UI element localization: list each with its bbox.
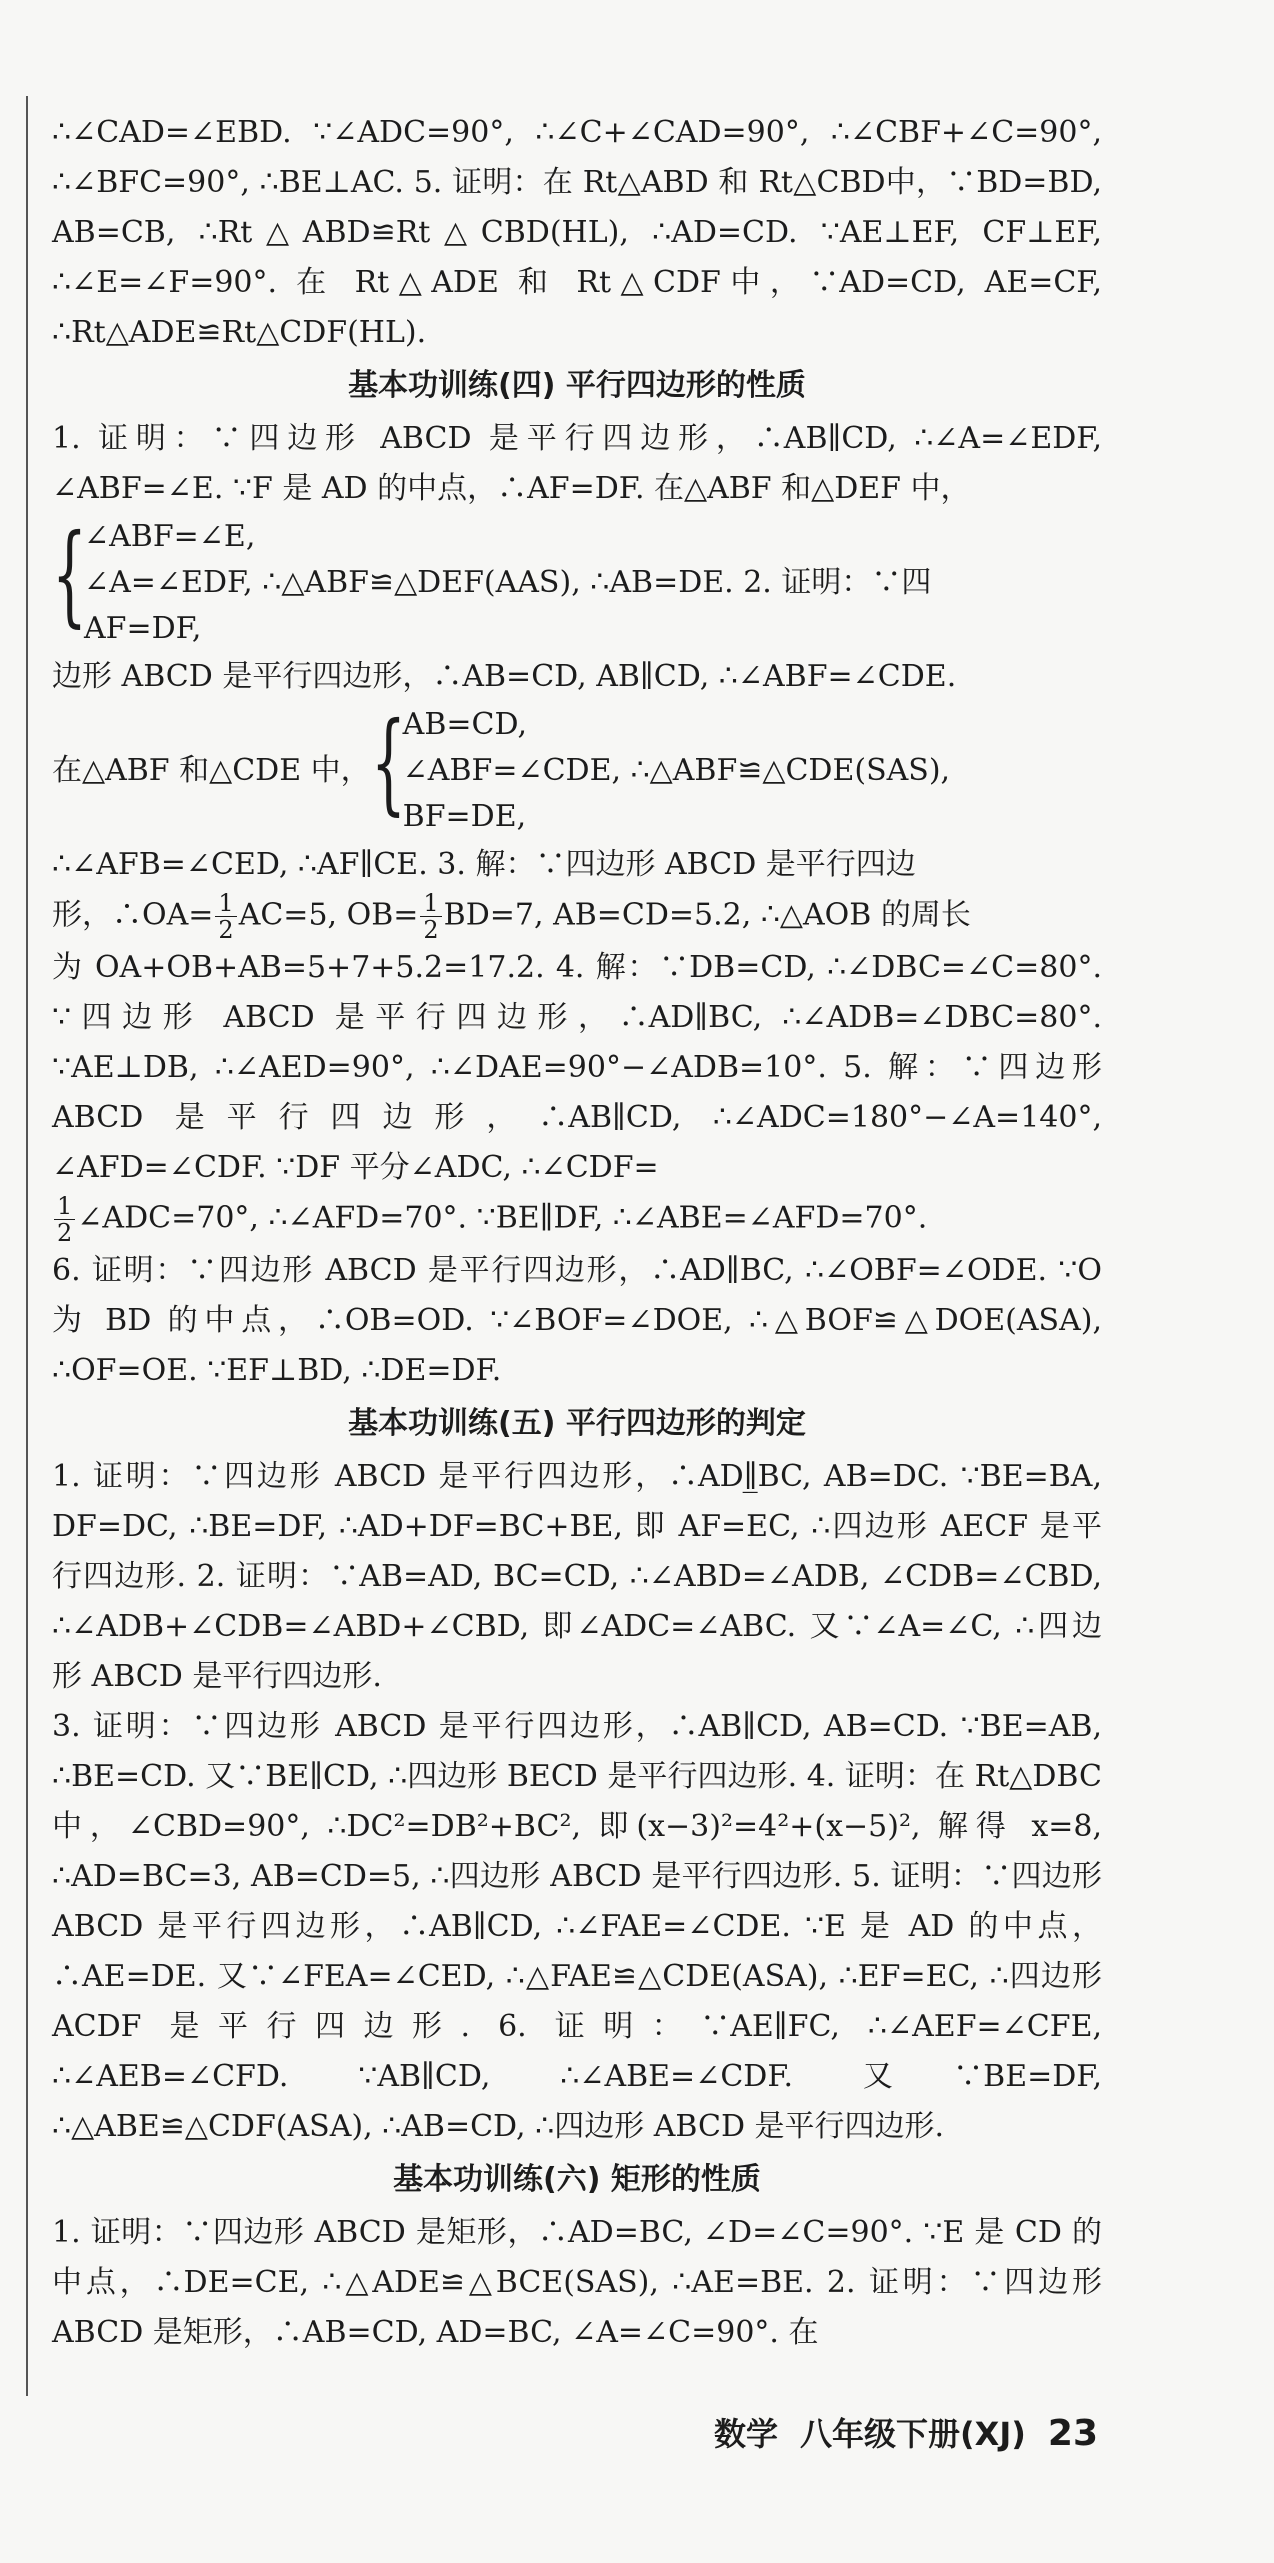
- system-line: ∠A=∠EDF, ∴△ABF≌△DEF(AAS), ∴AB=DE. 2. 证明：∵四: [84, 565, 932, 600]
- margin-rule: [26, 96, 28, 2396]
- equation-system-2: [52, 698, 1102, 840]
- fraction-numerator: 1: [215, 890, 236, 917]
- fraction-denominator: 2: [218, 916, 234, 944]
- fraction-numerator: 1: [420, 890, 441, 917]
- paragraph-4-3: ∴∠AFB=∠CED, ∴AF∥CE. 3. 解：∵四边形 ABCD 是平行四边: [52, 847, 916, 882]
- paragraph-4-2: 边形 ABCD 是平行四边形，∴AB=CD, AB∥CD, ∴∠ABF=∠CDE.: [52, 659, 957, 694]
- paragraph-intro: ∴∠CAD=∠EBD. ∵∠ADC=90°, ∴∠C+∠CAD=90°, ∴∠CBF+∠C=90°, ∴∠BFC=90°, ∴BE⊥AC. 5. 证明：在 Rt△ABD 和 Rt△CBD中，∵BD=BD, AB=CB, ∴Rt△ABD≌Rt△CBD(HL), ∴AD=CD. ∵AE⊥EF, CF⊥EF, ∴∠E=∠F=90°. 在 Rt△ADE 和 Rt△CDF中，∵AD=CD, AE=CF, ∴Rt△ADE≌Rt△CDF(HL).: [52, 115, 1102, 350]
- text-run: ∠ADC=70°, ∴∠AFD=70°. ∵BE∥DF, ∴∠ABE=∠AFD=70°.: [77, 1200, 928, 1236]
- fraction-denominator: 2: [57, 1219, 73, 1247]
- paragraph-5-1: 1. 证明：∵四边形 ABCD 是平行四边形，∴AD∥̲BC, AB=DC. ∵BE=BA, DF=DC, ∴BE=DF, ∴AD+DF=BC+BE, 即 AF=EC, ∴四边形 AECF 是平行四边形. 2. 证明：∵AB=AD, BC=CD, ∴∠ABD=∠ADB, ∠CDB=∠CBD, ∴∠ADB+∠CDB=∠ABD+∠CBD, 即∠ADC=∠ABC. 又∵∠A=∠C, ∴四边形 ABCD 是平行四边形.: [52, 1459, 1102, 1694]
- fraction-half: [215, 890, 236, 943]
- section-heading-5: 基本功训练(五) 平行四边形的判定: [348, 1406, 806, 1441]
- fraction-half: [54, 1193, 75, 1246]
- answer-page: [52, 108, 1102, 2358]
- text-run: BD=7, AB=CD=5.2, ∴△AOB 的周长: [443, 897, 971, 933]
- system-line: AF=DF,: [84, 611, 202, 646]
- left-brace-icon: {: [370, 698, 406, 826]
- system-lead: 在△ABF 和△CDE 中，: [52, 753, 371, 788]
- equation-system-1: [52, 510, 1102, 652]
- left-brace-icon: {: [52, 510, 87, 638]
- fraction-denominator: 2: [423, 916, 439, 944]
- section-heading-6: 基本功训练(六) 矩形的性质: [393, 2162, 761, 2197]
- footer-subject: 数学: [714, 2415, 779, 2453]
- footer-grade: 八年级下册(XJ): [800, 2415, 1026, 2453]
- text-run: 形，∴OA=: [52, 897, 214, 933]
- section-heading-4: 基本功训练(四) 平行四边形的性质: [348, 368, 806, 403]
- fraction-half: [420, 890, 441, 943]
- paragraph-4-6: 6. 证明：∵四边形 ABCD 是平行四边形，∴AD∥BC, ∴∠OBF=∠ODE. ∵O 为 BD 的中点，∴OB=OD. ∵∠BOF=∠DOE, ∴△BOF≌△DOE(ASA), ∴OF=OE. ∵EF⊥BD, ∴DE=DF.: [52, 1253, 1102, 1388]
- paragraph-4-1: 1. 证明：∵四边形 ABCD 是平行四边形，∴AB∥CD, ∴∠A=∠EDF, ∠ABF=∠E. ∵F 是 AD 的中点，∴AF=DF. 在△ABF 和△DEF 中，: [52, 421, 1102, 506]
- page-footer: [714, 2409, 1098, 2455]
- system-line: AB=CD,: [402, 707, 527, 742]
- paragraph-6-1: 1. 证明：∵四边形 ABCD 是矩形，∴AD=BC, ∠D=∠C=90°. ∵E 是 CD 的中点，∴DE=CE, ∴△ADE≌△BCE(SAS), ∴AE=BE. 2. 证明：∵四边形 ABCD 是矩形，∴AB=CD, AD=BC, ∠A=∠C=90°. 在: [52, 2215, 1102, 2350]
- paragraph-4-3b: [52, 890, 1102, 943]
- system-line: ∠ABF=∠CDE, ∴△ABF≌△CDE(SAS),: [402, 753, 951, 788]
- paragraph-5-2: 3. 证明：∵四边形 ABCD 是平行四边形，∴AB∥CD, AB=CD. ∵BE=AB, ∴BE=CD. 又∵BE∥CD, ∴四边形 BECD 是平行四边形. 4. 证明：在 Rt△DBC 中，∠CBD=90°, ∴DC²=DB²+BC², 即(x−3)²=4²+(x−5)², 解得 x=8, ∴AD=BC=3, AB=CD=5, ∴四边形 ABCD 是平行四边形. 5. 证明：∵四边形 ABCD 是平行四边形，∴AB∥CD, ∴∠FAE=∠CDE. ∵E 是 AD 的中点，∴AE=DE. 又∵∠FEA=∠CED, ∴△FAE≌△CDE(ASA), ∴EF=EC, ∴四边形 ACDF 是平行四边形. 6. 证明：∵AE∥FC, ∴∠AEF=∠CFE, ∴∠AEB=∠CFD. ∵AB∥CD, ∴∠ABE=∠CDF. 又∵BE=DF, ∴△ABE≌△CDF(ASA), ∴AB=CD, ∴四边形 ABCD 是平行四边形.: [52, 1709, 1102, 2144]
- page-number: 23: [1047, 2413, 1098, 2454]
- system-line: ∠ABF=∠E,: [84, 519, 256, 554]
- system-line: BF=DE,: [402, 799, 527, 834]
- fraction-numerator: 1: [54, 1193, 75, 1220]
- paragraph-4-4: 为 OA+OB+AB=5+7+5.2=17.2. 4. 解：∵DB=CD, ∴∠DBC=∠C=80°. ∵四边形 ABCD 是平行四边形，∴AD∥BC, ∴∠ADB=∠DBC=80°. ∵AE⊥DB, ∴∠AED=90°, ∴∠DAE=90°−∠ADB=10°. 5. 解：∵四边形 ABCD 是平行四边形，∴AB∥CD, ∴∠ADC=180°−∠A=140°, ∠AFD=∠CDF. ∵DF 平分∠ADC, ∴∠CDF=: [52, 950, 1102, 1185]
- paragraph-4-5: [52, 1193, 1102, 1246]
- text-run: AC=5, OB=: [238, 897, 419, 933]
